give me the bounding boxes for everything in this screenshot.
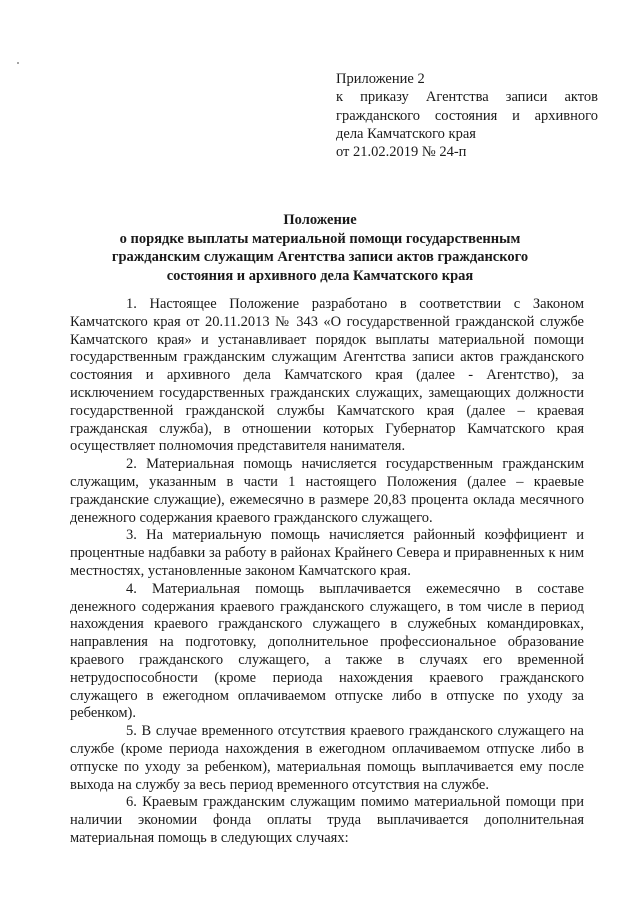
title-line: о порядке выплаты материальной помощи государственным <box>119 230 521 247</box>
title-line: Положение <box>283 212 357 228</box>
document-title <box>70 211 570 285</box>
appendix-line: от 21.02.2019 № 24-п <box>336 144 467 161</box>
paragraph-3: 3. На материальную помощь начисляется районный коэффициент и процентные надбавки за работу в районах Крайнего Севера и приравненных к ним местностях, установленные законом Камчатского края. <box>70 527 584 579</box>
document-body <box>70 296 584 848</box>
appendix-line: к приказу Агентства записи актов <box>336 89 598 106</box>
appendix-line: дела Камчатского края <box>336 125 476 142</box>
paragraph-4: 4. Материальная помощь выплачивается ежемесячно в составе денежного содержания краевого гражданского служащего, в том числе в период нахождения краевого гражданского служащего в служебных командировках, направления на подготовку, дополнительное профессиональное образование краевого гражданского служащего, а также в случаях его временной нетрудоспособности (кроме периода нахождения краевого гражданского служащего в ежегодном оплачиваемом отпуске либо в отпуске по уходу за ребенком). <box>70 580 584 722</box>
appendix-header <box>336 70 598 161</box>
paragraph-6: 6. Краевым гражданским служащим помимо материальной помощи при наличии экономии фонда оплаты труда выплачивается дополнительная материальная помощь в следующих случаях: <box>70 794 584 846</box>
paragraph-2: 2. Материальная помощь начисляется государственным гражданским служащим, указанным в части 1 настоящего Положения (далее – краевые гражданские служащие), ежемесячно в размере 20,83 процента оклада месячного денежного содержания краевого гражданского служащего. <box>70 456 584 526</box>
title-line: гражданским служащим Агентства записи актов гражданского <box>111 249 529 265</box>
scan-speck <box>17 62 19 64</box>
appendix-line: Приложение 2 <box>336 71 425 87</box>
paragraph-5: 5. В случае временного отсутствия краевого гражданского служащего на службе (кроме периода нахождения в ежегодном оплачиваемом отпуске либо в отпуске по уходу за ребенком), материальная помощь выплачивается ему после выхода на службу за весь период временного отсутствия на службе. <box>70 723 584 793</box>
paragraph-1: 1. Настоящее Положение разработано в соответствии с Законом Камчатского края от 20.11.2013 № 343 «О государственной гражданской службе Камчатского края» и устанавливает порядок выплаты материальной помощи государственным гражданским служащим Агентства записи актов гражданского состояния и архивного дела Камчатского края (далее - Агентство), за исключением государственных гражданских служащих, замещающих должности государственной гражданской службы Камчатского края (далее – краевая гражданская служба), в отношении которых Губернатор Камчатского края осуществляет полномочия представителя нанимателя. <box>70 296 584 455</box>
title-line: состояния и архивного дела Камчатского края <box>166 267 474 284</box>
appendix-line: гражданского состояния и архивного <box>336 107 598 124</box>
